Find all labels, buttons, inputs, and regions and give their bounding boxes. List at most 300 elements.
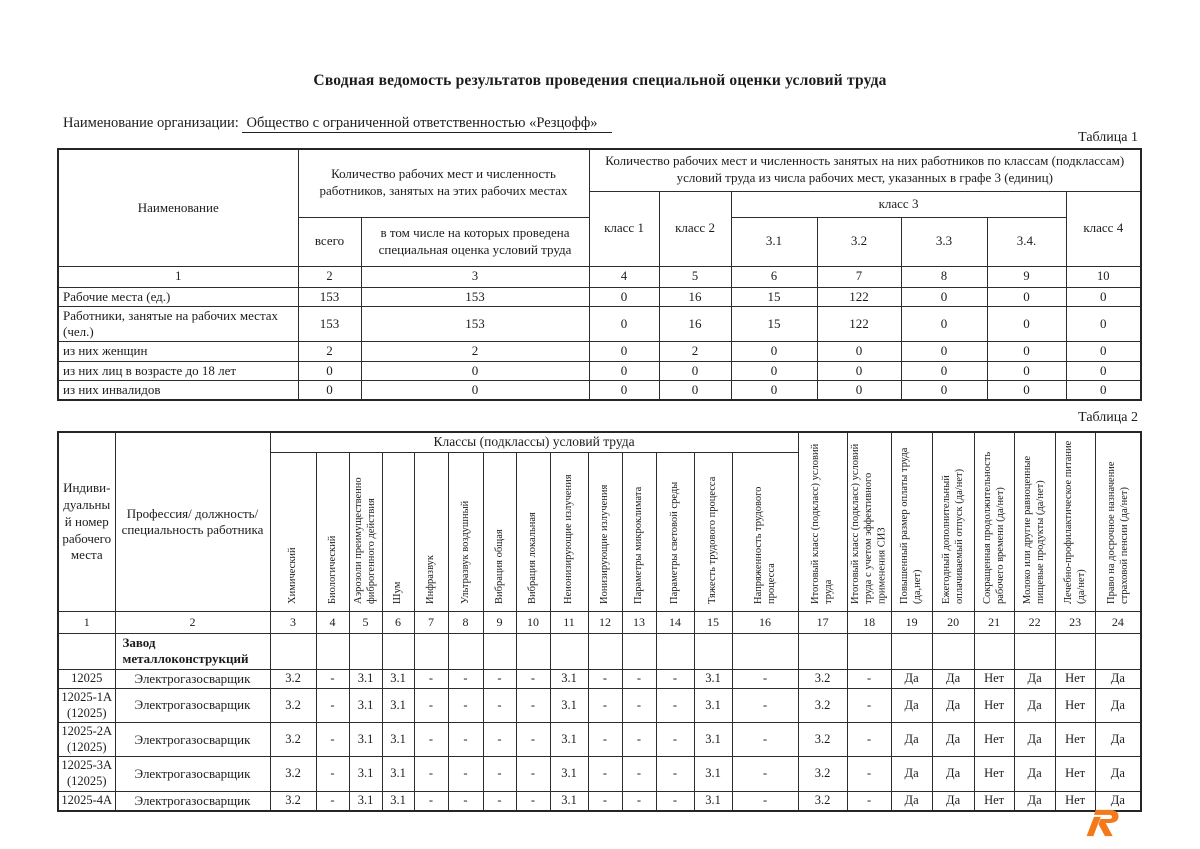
- summary-table-1: [57, 148, 1142, 401]
- table1-header-name: Наименование: [58, 149, 298, 266]
- value-cell: Да: [1014, 757, 1055, 791]
- value-cell: 3.1: [694, 723, 732, 757]
- rotated-label: Ежегодный дополнительный оплачиваемый отпуск (да/нет): [940, 468, 966, 604]
- profession: Электрогазосварщик: [115, 688, 270, 722]
- column-number: 1: [58, 266, 298, 287]
- value-cell: 0: [659, 361, 731, 380]
- rotated-label: Сокращенная продолжительность рабочего времени (да/нет): [981, 451, 1007, 604]
- table1-header-class4: класс 4: [1066, 191, 1141, 266]
- rotated-label: Вибрация общая: [493, 529, 505, 604]
- table-row: [58, 791, 1141, 811]
- value-cell: -: [483, 723, 516, 757]
- value-cell: Да: [1095, 791, 1141, 811]
- value-cell: Да: [1095, 669, 1141, 688]
- table-row: [58, 287, 1141, 306]
- value-cell: [974, 634, 1014, 670]
- table2-header-severity: [694, 452, 732, 611]
- value-cell: -: [448, 723, 483, 757]
- column-number: 19: [891, 612, 932, 634]
- value-cell: [483, 634, 516, 670]
- value-cell: -: [622, 669, 656, 688]
- value-cell: [448, 634, 483, 670]
- value-cell: 3.1: [349, 791, 382, 811]
- value-cell: [414, 634, 448, 670]
- rotated-label: Параметры световой среды: [669, 481, 681, 604]
- value-cell: Нет: [1055, 757, 1095, 791]
- table2-header-infrasound: [414, 452, 448, 611]
- value-cell: 3.2: [798, 791, 847, 811]
- organization-line: [63, 115, 612, 132]
- table1-header-class3: класс 3: [731, 191, 1066, 217]
- row-label: из них женщин: [58, 342, 298, 361]
- value-cell: 3.1: [550, 669, 588, 688]
- value-cell: 0: [298, 361, 361, 380]
- table-row: [58, 361, 1141, 380]
- value-cell: 2: [361, 342, 589, 361]
- workplace-id: 12025-4А: [58, 791, 115, 811]
- table1-header-group-places: Количество рабочих мест и численность работников, занятых на этих рабочих местах: [298, 149, 589, 217]
- column-number: 2: [298, 266, 361, 287]
- value-cell: Да: [891, 688, 932, 722]
- value-cell: 3.1: [550, 688, 588, 722]
- value-cell: [588, 634, 622, 670]
- value-cell: Да: [1095, 757, 1141, 791]
- value-cell: 0: [589, 380, 659, 400]
- rotated-label: Аэрозоли преимущественно фиброгенного действия: [353, 477, 378, 604]
- rotated-label: Повышенный размер оплаты труда (да,нет): [899, 447, 924, 604]
- value-cell: -: [588, 723, 622, 757]
- table-row: [58, 688, 1141, 722]
- rotated-label: Молоко или другие равноценные пищевые продукты (да/нет): [1022, 455, 1047, 604]
- organization-label: Наименование организации:: [63, 115, 239, 131]
- value-cell: -: [516, 669, 550, 688]
- workplace-id: 12025: [58, 669, 115, 688]
- rotated-label: Право на досрочное назначение страховой пенсии (да/нет): [1105, 461, 1130, 604]
- table2-header-additional-leave: [932, 432, 974, 612]
- section-title: Завод металлоконструкций: [115, 634, 270, 670]
- rotated-label: Тяжесть трудового процесса: [707, 476, 719, 604]
- value-cell: 3.2: [270, 688, 316, 722]
- column-number: 9: [483, 612, 516, 634]
- value-cell: -: [847, 688, 891, 722]
- value-cell: -: [414, 791, 448, 811]
- value-cell: 16: [659, 287, 731, 306]
- value-cell: 3.1: [694, 791, 732, 811]
- value-cell: Да: [1095, 723, 1141, 757]
- value-cell: -: [448, 669, 483, 688]
- value-cell: [622, 634, 656, 670]
- value-cell: -: [516, 723, 550, 757]
- value-cell: 3.2: [798, 669, 847, 688]
- value-cell: Да: [1014, 669, 1055, 688]
- value-cell: -: [588, 791, 622, 811]
- value-cell: [656, 634, 694, 670]
- value-cell: Да: [891, 669, 932, 688]
- value-cell: 3.1: [694, 669, 732, 688]
- value-cell: -: [847, 791, 891, 811]
- value-cell: 3.1: [382, 688, 414, 722]
- table-row: [58, 757, 1141, 791]
- value-cell: [891, 634, 932, 670]
- column-number: 9: [987, 266, 1066, 287]
- value-cell: Да: [1014, 791, 1055, 811]
- value-cell: Да: [932, 723, 974, 757]
- column-number: 5: [659, 266, 731, 287]
- column-number: 4: [316, 612, 349, 634]
- row-label: из них инвалидов: [58, 380, 298, 400]
- value-cell: Нет: [974, 723, 1014, 757]
- value-cell: -: [316, 791, 349, 811]
- value-cell: 3.1: [382, 791, 414, 811]
- value-cell: -: [414, 688, 448, 722]
- table1-header-class1: класс 1: [589, 191, 659, 266]
- table1-header-3-4: 3.4.: [987, 217, 1066, 266]
- value-cell: -: [847, 723, 891, 757]
- value-cell: 3.1: [349, 688, 382, 722]
- value-cell: -: [622, 723, 656, 757]
- column-number: 3: [361, 266, 589, 287]
- value-cell: -: [732, 669, 798, 688]
- profession: Электрогазосварщик: [115, 669, 270, 688]
- value-cell: Да: [932, 757, 974, 791]
- table2-header-classes-group: Классы (подклассы) условий труда: [270, 432, 798, 452]
- value-cell: -: [656, 688, 694, 722]
- value-cell: 0: [901, 342, 987, 361]
- table2-header-milk-products: [1014, 432, 1055, 612]
- value-cell: 0: [1066, 380, 1141, 400]
- value-cell: 0: [589, 306, 659, 342]
- table1-header-3-1: 3.1: [731, 217, 817, 266]
- value-cell: 122: [817, 287, 901, 306]
- value-cell: 0: [1066, 306, 1141, 342]
- value-cell: 3.1: [550, 723, 588, 757]
- value-cell: 2: [298, 342, 361, 361]
- workplace-id: 12025-1А (12025): [58, 688, 115, 722]
- rotated-label: Неионизирующие излучения: [563, 474, 575, 604]
- table2-header-vibration-general: [483, 452, 516, 611]
- column-number: 8: [901, 266, 987, 287]
- value-cell: 15: [731, 287, 817, 306]
- value-cell: 15: [731, 306, 817, 342]
- value-cell: 0: [589, 287, 659, 306]
- value-cell: -: [847, 757, 891, 791]
- value-cell: 0: [901, 361, 987, 380]
- value-cell: 3.1: [349, 669, 382, 688]
- value-cell: -: [656, 757, 694, 791]
- value-cell: 0: [589, 342, 659, 361]
- table1-header-row-1: [58, 149, 1141, 191]
- value-cell: -: [516, 791, 550, 811]
- value-cell: Да: [1095, 688, 1141, 722]
- column-number: 7: [414, 612, 448, 634]
- rotated-label: Вибрация локальная: [527, 511, 539, 604]
- value-cell: 3.2: [798, 723, 847, 757]
- table2-caption: Таблица 2: [1078, 410, 1138, 425]
- section-row: [58, 634, 1141, 670]
- value-cell: 3.2: [270, 723, 316, 757]
- column-number: 12: [588, 612, 622, 634]
- value-cell: Да: [1014, 723, 1055, 757]
- value-cell: 2: [659, 342, 731, 361]
- value-cell: [270, 634, 316, 670]
- column-number: 6: [731, 266, 817, 287]
- value-cell: -: [622, 757, 656, 791]
- table2-header-light: [656, 452, 694, 611]
- value-cell: -: [316, 757, 349, 791]
- table2-header-aerosols: [349, 452, 382, 611]
- value-cell: 3.1: [694, 688, 732, 722]
- value-cell: -: [622, 688, 656, 722]
- column-number: 11: [550, 612, 588, 634]
- rotated-label: Напряженность трудового процесса: [752, 486, 778, 604]
- value-cell: 3.1: [550, 791, 588, 811]
- rotated-label: Химический: [287, 547, 299, 604]
- value-cell: 153: [298, 306, 361, 342]
- column-number: 20: [932, 612, 974, 634]
- organization-name: Общество с ограниченной ответственностью «Резцофф»: [242, 115, 611, 133]
- table2-header-profession: Профессия/ должность/ специальность работника: [115, 432, 270, 612]
- value-cell: 122: [817, 306, 901, 342]
- value-cell: Да: [891, 791, 932, 811]
- value-cell: 0: [987, 361, 1066, 380]
- value-cell: 0: [659, 380, 731, 400]
- value-cell: -: [588, 669, 622, 688]
- value-cell: -: [448, 688, 483, 722]
- value-cell: 0: [817, 380, 901, 400]
- value-cell: -: [414, 757, 448, 791]
- value-cell: Нет: [1055, 791, 1095, 811]
- rotated-label: Параметры микроклимата: [633, 486, 645, 604]
- table2-header-workplace-id: Индиви-дуальный номер рабочего места: [58, 432, 115, 612]
- column-number: 3: [270, 612, 316, 634]
- table2-body: [58, 634, 1141, 811]
- value-cell: 0: [901, 287, 987, 306]
- value-cell: -: [656, 791, 694, 811]
- value-cell: -: [656, 669, 694, 688]
- table1-header-class2: класс 2: [659, 191, 731, 266]
- value-cell: -: [622, 791, 656, 811]
- table1-header-total: всего: [298, 217, 361, 266]
- column-number: 22: [1014, 612, 1055, 634]
- value-cell: -: [483, 688, 516, 722]
- value-cell: -: [847, 669, 891, 688]
- column-number: 18: [847, 612, 891, 634]
- table2-header-noise: [382, 452, 414, 611]
- orange-r-logo: [1085, 803, 1120, 839]
- value-cell: Нет: [1055, 669, 1095, 688]
- row-label: Работники, занятые на рабочих местах (чел.): [58, 306, 298, 342]
- value-cell: 3.2: [798, 688, 847, 722]
- value-cell: 3.2: [798, 757, 847, 791]
- rotated-label: Биологический: [326, 535, 338, 604]
- value-cell: 3.1: [349, 757, 382, 791]
- value-cell: -: [732, 757, 798, 791]
- column-number: 13: [622, 612, 656, 634]
- value-cell: [798, 634, 847, 670]
- value-cell: Нет: [974, 791, 1014, 811]
- column-number: 14: [656, 612, 694, 634]
- table2-header-final-class: [798, 432, 847, 612]
- profession: Электрогазосварщик: [115, 723, 270, 757]
- value-cell: -: [448, 791, 483, 811]
- value-cell: -: [448, 757, 483, 791]
- value-cell: Да: [1014, 688, 1055, 722]
- value-cell: 3.1: [382, 723, 414, 757]
- table2-header-preventive-nutrition: [1055, 432, 1095, 612]
- value-cell: [382, 634, 414, 670]
- value-cell: 153: [361, 306, 589, 342]
- value-cell: -: [732, 688, 798, 722]
- table2-header-nonionizing: [550, 452, 588, 611]
- table1-header-3-2: 3.2: [817, 217, 901, 266]
- value-cell: 3.1: [550, 757, 588, 791]
- value-cell: 0: [987, 287, 1066, 306]
- column-number: 24: [1095, 612, 1141, 634]
- value-cell: Да: [891, 723, 932, 757]
- row-label: из них лиц в возрасте до 18 лет: [58, 361, 298, 380]
- value-cell: -: [732, 723, 798, 757]
- value-cell: -: [316, 723, 349, 757]
- column-number: 15: [694, 612, 732, 634]
- value-cell: Да: [932, 791, 974, 811]
- table-row: [58, 380, 1141, 400]
- value-cell: -: [656, 723, 694, 757]
- value-cell: 153: [361, 287, 589, 306]
- table1-column-numbers: [58, 266, 1141, 287]
- value-cell: Нет: [974, 688, 1014, 722]
- table2-header-biological: [316, 452, 349, 611]
- value-cell: 3.1: [349, 723, 382, 757]
- column-number: 16: [732, 612, 798, 634]
- table2-column-numbers: [58, 612, 1141, 634]
- table2-header-intensity: [732, 452, 798, 611]
- table2-header-row-1: [58, 432, 1141, 452]
- value-cell: Нет: [974, 669, 1014, 688]
- value-cell: 0: [298, 380, 361, 400]
- value-cell: 0: [987, 342, 1066, 361]
- column-number: 10: [516, 612, 550, 634]
- workplaces-table-2: [57, 431, 1142, 812]
- column-number: 4: [589, 266, 659, 287]
- table1-header-3-3: 3.3: [901, 217, 987, 266]
- row-label: Рабочие места (ед.): [58, 287, 298, 306]
- value-cell: [1014, 634, 1055, 670]
- table-row: [58, 342, 1141, 361]
- value-cell: [694, 634, 732, 670]
- workplace-id: 12025-3А (12025): [58, 757, 115, 791]
- table2-header-increased-pay: [891, 432, 932, 612]
- value-cell: -: [588, 757, 622, 791]
- value-cell: Да: [891, 757, 932, 791]
- value-cell: Нет: [1055, 688, 1095, 722]
- table2-header-final-class-siz: [847, 432, 891, 612]
- value-cell: Да: [932, 688, 974, 722]
- value-cell: [550, 634, 588, 670]
- value-cell: 153: [298, 287, 361, 306]
- column-number: 2: [115, 612, 270, 634]
- value-cell: -: [732, 791, 798, 811]
- value-cell: -: [316, 688, 349, 722]
- rotated-label: Шум: [392, 581, 404, 604]
- column-number: 6: [382, 612, 414, 634]
- value-cell: Нет: [974, 757, 1014, 791]
- value-cell: 0: [731, 380, 817, 400]
- value-cell: [316, 634, 349, 670]
- column-number: 21: [974, 612, 1014, 634]
- column-number: 1: [58, 612, 115, 634]
- value-cell: 0: [1066, 287, 1141, 306]
- value-cell: 3.2: [270, 757, 316, 791]
- rotated-label: Итоговый класс (подкласс) условий труда с учетом эффективного применения СИЗ: [850, 443, 888, 604]
- table1-header-souts: в том числе на которых проведена специальная оценка условий труда: [361, 217, 589, 266]
- workplace-id: 12025-2А (12025): [58, 723, 115, 757]
- table1-body: [58, 287, 1141, 400]
- column-number: 17: [798, 612, 847, 634]
- table2-header-vibration-local: [516, 452, 550, 611]
- table2-header-reduced-hours: [974, 432, 1014, 612]
- value-cell: -: [414, 723, 448, 757]
- value-cell: -: [414, 669, 448, 688]
- value-cell: 0: [361, 361, 589, 380]
- value-cell: -: [483, 791, 516, 811]
- table-row: [58, 306, 1141, 342]
- value-cell: -: [483, 757, 516, 791]
- value-cell: 0: [731, 342, 817, 361]
- value-cell: [349, 634, 382, 670]
- table-row: [58, 723, 1141, 757]
- value-cell: 0: [987, 306, 1066, 342]
- value-cell: 0: [987, 380, 1066, 400]
- column-number: 5: [349, 612, 382, 634]
- value-cell: 0: [817, 361, 901, 380]
- rotated-label: Инфразвук: [425, 554, 437, 604]
- profession: Электрогазосварщик: [115, 757, 270, 791]
- value-cell: -: [588, 688, 622, 722]
- value-cell: 0: [1066, 361, 1141, 380]
- workplace-id: [58, 634, 115, 670]
- column-number: 10: [1066, 266, 1141, 287]
- value-cell: [516, 634, 550, 670]
- value-cell: -: [316, 669, 349, 688]
- value-cell: [847, 634, 891, 670]
- rotated-label: Ионизирующие излучения: [599, 484, 611, 604]
- table2-header-ionizing: [588, 452, 622, 611]
- value-cell: 0: [901, 380, 987, 400]
- value-cell: 3.1: [382, 757, 414, 791]
- table1-caption: Таблица 1: [1078, 130, 1138, 145]
- profession: Электрогазосварщик: [115, 791, 270, 811]
- value-cell: [1055, 634, 1095, 670]
- table2-header-early-pension: [1095, 432, 1141, 612]
- table2-header-chemical: [270, 452, 316, 611]
- value-cell: 0: [731, 361, 817, 380]
- value-cell: 3.1: [382, 669, 414, 688]
- value-cell: -: [483, 669, 516, 688]
- rotated-label: Итоговый класс (подкласс) условий труда: [810, 443, 835, 604]
- value-cell: [1095, 634, 1141, 670]
- value-cell: -: [516, 757, 550, 791]
- value-cell: 0: [901, 306, 987, 342]
- rotated-label: Ультразвук воздушный: [459, 500, 471, 604]
- value-cell: 3.2: [270, 791, 316, 811]
- value-cell: 0: [361, 380, 589, 400]
- column-number: 23: [1055, 612, 1095, 634]
- column-number: 8: [448, 612, 483, 634]
- table2-header-microclimate: [622, 452, 656, 611]
- column-number: 7: [817, 266, 901, 287]
- rotated-label: Лечебно-профилактическое питание (да/нет): [1062, 440, 1088, 604]
- table1-header-group-classes: Количество рабочих мест и численность занятых на них работников по классам (подклассам) условий труда из числа рабочих мест, указанных в графе 3 (единиц): [589, 149, 1141, 191]
